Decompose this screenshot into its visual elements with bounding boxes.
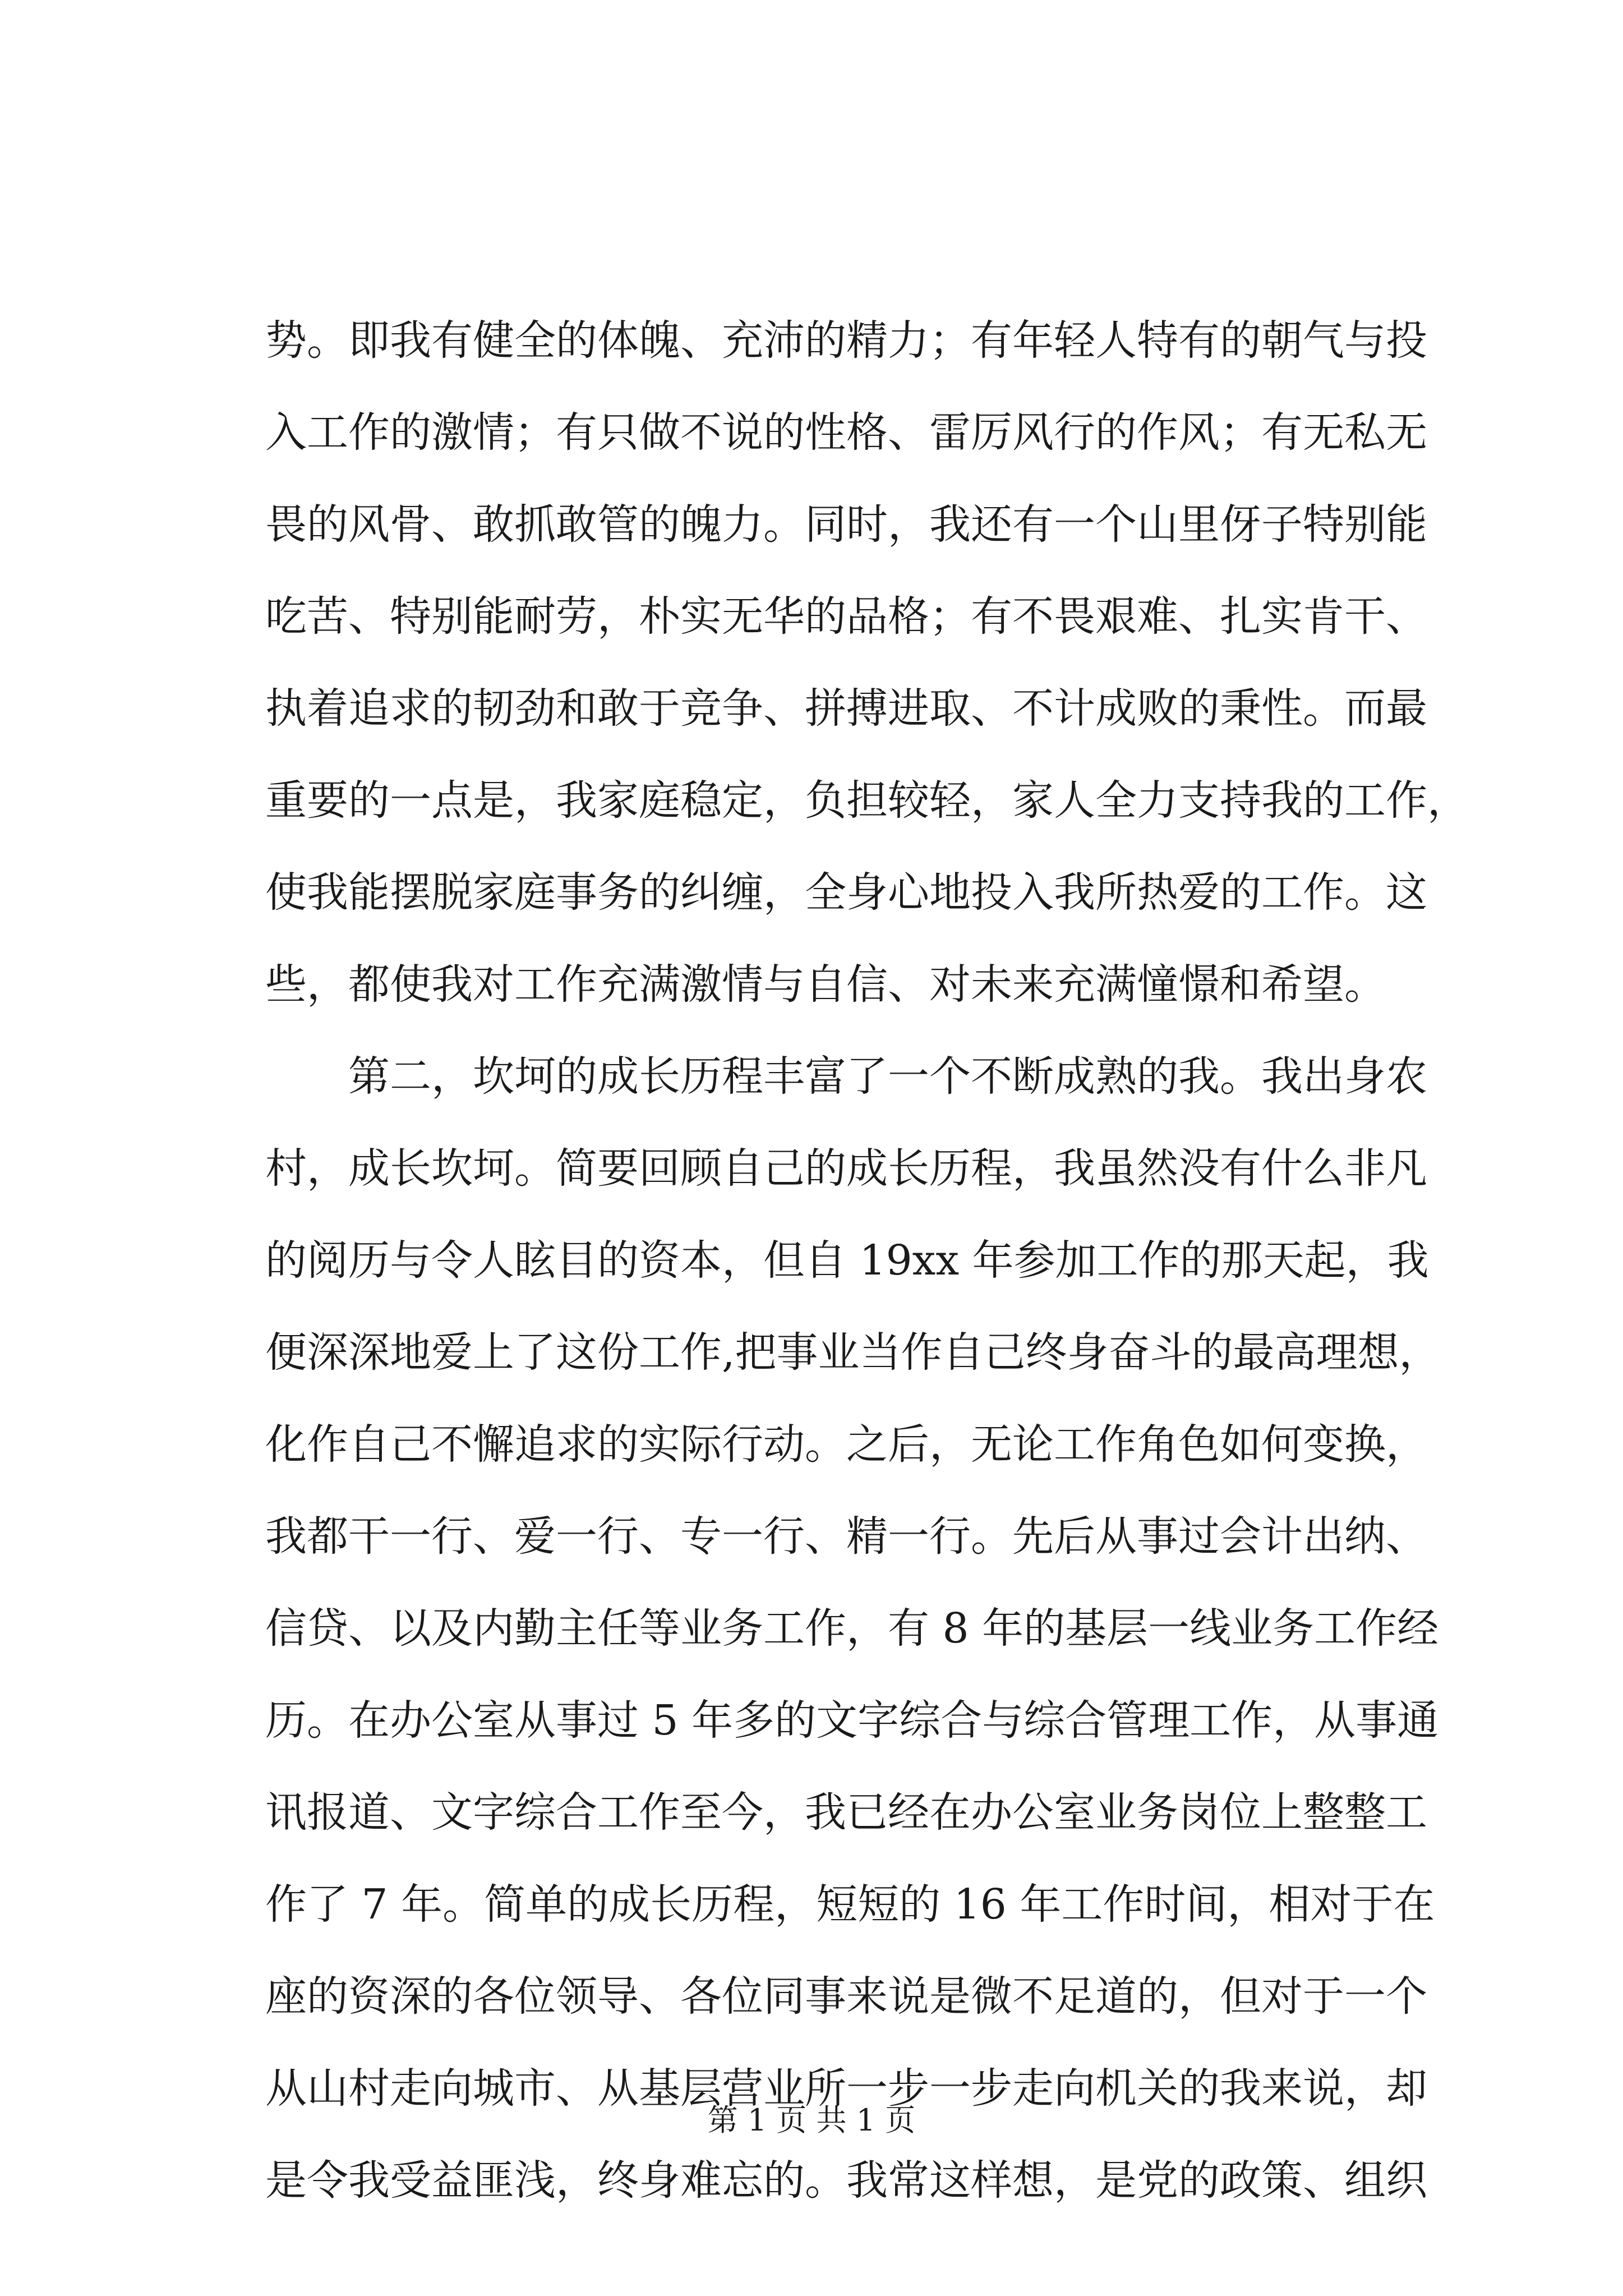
text-line: 吃苦、特别能耐劳，朴实无华的品格；有不畏艰难、扎实肯干、	[265, 592, 1427, 641]
paragraph-end-line: 些，都使我对工作充满激情与自信、对未来充满憧憬和希望。	[265, 960, 1386, 1009]
text-line: 使我能摆脱家庭事务的纠缠，全身心地投入我所热爱的工作。这	[265, 868, 1427, 917]
text-line: 村，成长坎坷。简要回顾自己的成长历程，我虽然没有什么非凡	[265, 1144, 1427, 1193]
text-line: 我都干一行、爱一行、专一行、精一行。先后从事过会计出纳、	[265, 1512, 1427, 1561]
text-line: 重要的一点是，我家庭稳定，负担较轻，家人全力支持我的工作，	[265, 776, 1469, 825]
text-line: 信贷、以及内勤主任等业务工作，有 8 年的基层一线业务工作经	[265, 1604, 1439, 1653]
page-footer: 第 1 页 共 1 页	[707, 2102, 916, 2138]
text-line: 畏的风骨、敢抓敢管的魄力。同时，我还有一个山里伢子特别能	[265, 500, 1427, 549]
body-text	[265, 295, 1469, 2226]
text-line: 势。即我有健全的体魄、充沛的精力；有年轻人特有的朝气与投	[265, 316, 1427, 365]
text-line: 历。在办公室从事过 5 年多的文字综合与综合管理工作，从事通	[265, 1696, 1439, 1745]
text-line: 作了 7 年。简单的成长历程，短短的 16 年工作时间，相对于在	[265, 1880, 1435, 1929]
text-line: 是令我受益匪浅，终身难忘的。我常这样想，是党的政策、组织	[265, 2156, 1427, 2205]
paragraph-start-line: 第二，坎坷的成长历程丰富了一个不断成熟的我。我出身农	[348, 1052, 1427, 1101]
text-line: 讯报道、文字综合工作至今，我已经在办公室业务岗位上整整工	[265, 1788, 1427, 1837]
text-line: 执着追求的韧劲和敢于竞争、拼搏进取、不计成败的秉性。而最	[265, 684, 1427, 733]
text-line: 的阅历与令人眩目的资本，但自 19xx 年参加工作的那天起，我	[265, 1236, 1429, 1285]
text-line: 便深深地爱上了这份工作,把事业当作自己终身奋斗的最高理想，	[265, 1328, 1441, 1377]
text-line: 从山村走向城市、从基层营业所一步一步走向机关的我来说，却	[265, 2064, 1427, 2113]
text-line: 座的资深的各位领导、各位同事来说是微不足道的，但对于一个	[265, 1972, 1427, 2021]
text-line: 化作自己不懈追求的实际行动。之后，无论工作角色如何变换，	[265, 1420, 1427, 1469]
text-line: 入工作的激情；有只做不说的性格、雷厉风行的作风；有无私无	[265, 408, 1427, 457]
